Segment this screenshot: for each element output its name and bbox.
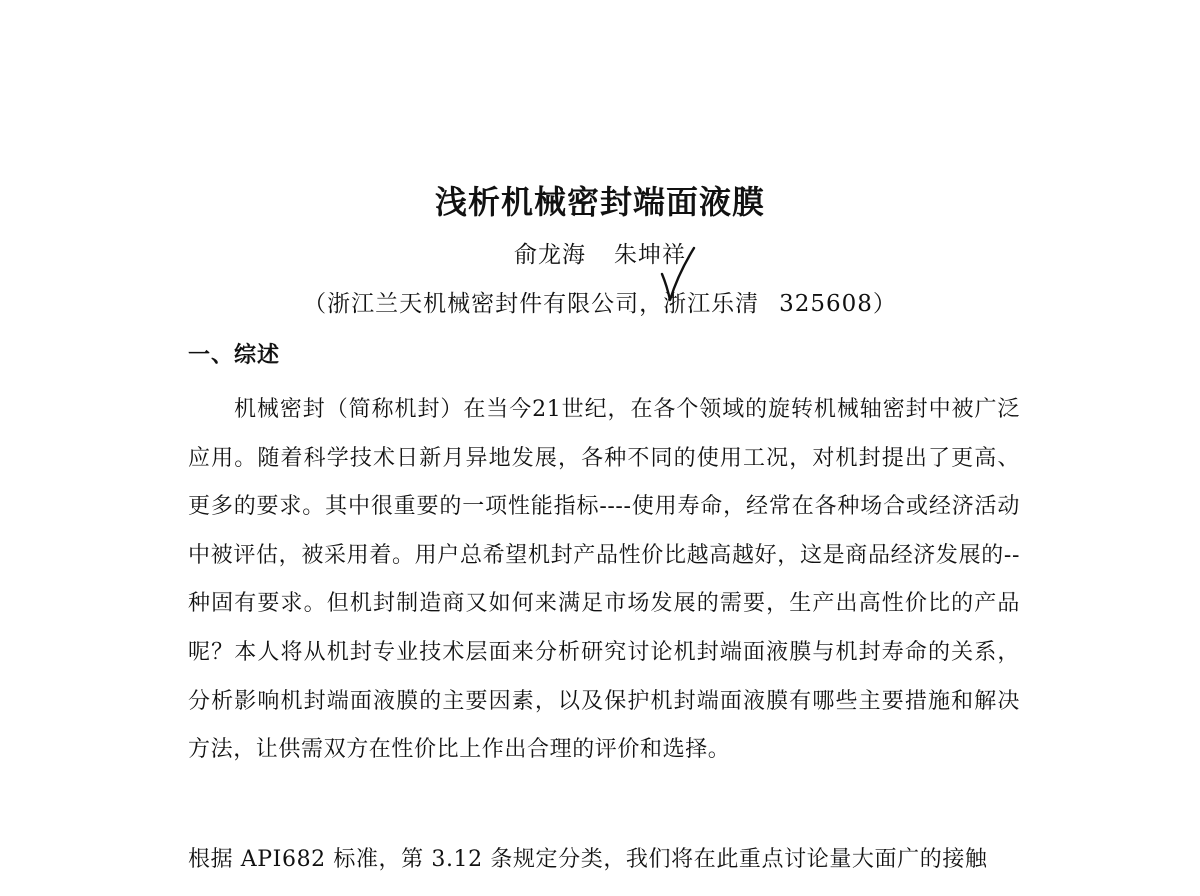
affiliation-postcode: 325608 — [779, 291, 873, 317]
affiliation-close-paren: ） — [872, 291, 897, 317]
document-title: 浅析机械密封端面液膜 — [434, 183, 765, 221]
affiliation-location: 浙江乐清 — [663, 291, 760, 317]
author-line — [0, 238, 1200, 272]
affiliation-open-paren: （ — [303, 291, 328, 317]
handwritten-checkmark-icon — [658, 244, 702, 306]
body-paragraph: 机械密封（简称机封）在当今21世纪，在各个领域的旋转机械轴密封中被广泛应用。随着科学技术日新月异地发展，各种不同的使用工况，对机封提出了更高、更多的要求。其中很重要的一项性能指标----使用寿命，经常在各种场合或经济活动中被评估，被采用着。用户总希望机封产品性价比越高越好，这是商品经济发展的--种固有要求。但机封制造商又如何来满足市场发展的需要，生产出高性价比的产品呢？本人将从机封专业技术层面来分析研究讨论机封端面液膜与机封寿命的关系，分析影响机封端面液膜的主要因素，以及保护机封端面液膜有哪些主要措施和解决方法，让供需双方在性价比上作出合理的评价和选择。 — [188, 397, 1020, 763]
author-name: 朱坤祥 — [614, 242, 686, 268]
affiliation-line — [0, 287, 1200, 321]
affiliation-company: 浙江兰天机械密封件有限公司， — [327, 291, 664, 317]
body-paragraph: 根据 API682 标准，第 3.12 条规定分类，我们将在此重点讨论量大面广的接触 — [188, 847, 988, 872]
section-heading: 一、综述 — [188, 343, 281, 368]
author-name: 俞龙海 — [514, 242, 586, 268]
